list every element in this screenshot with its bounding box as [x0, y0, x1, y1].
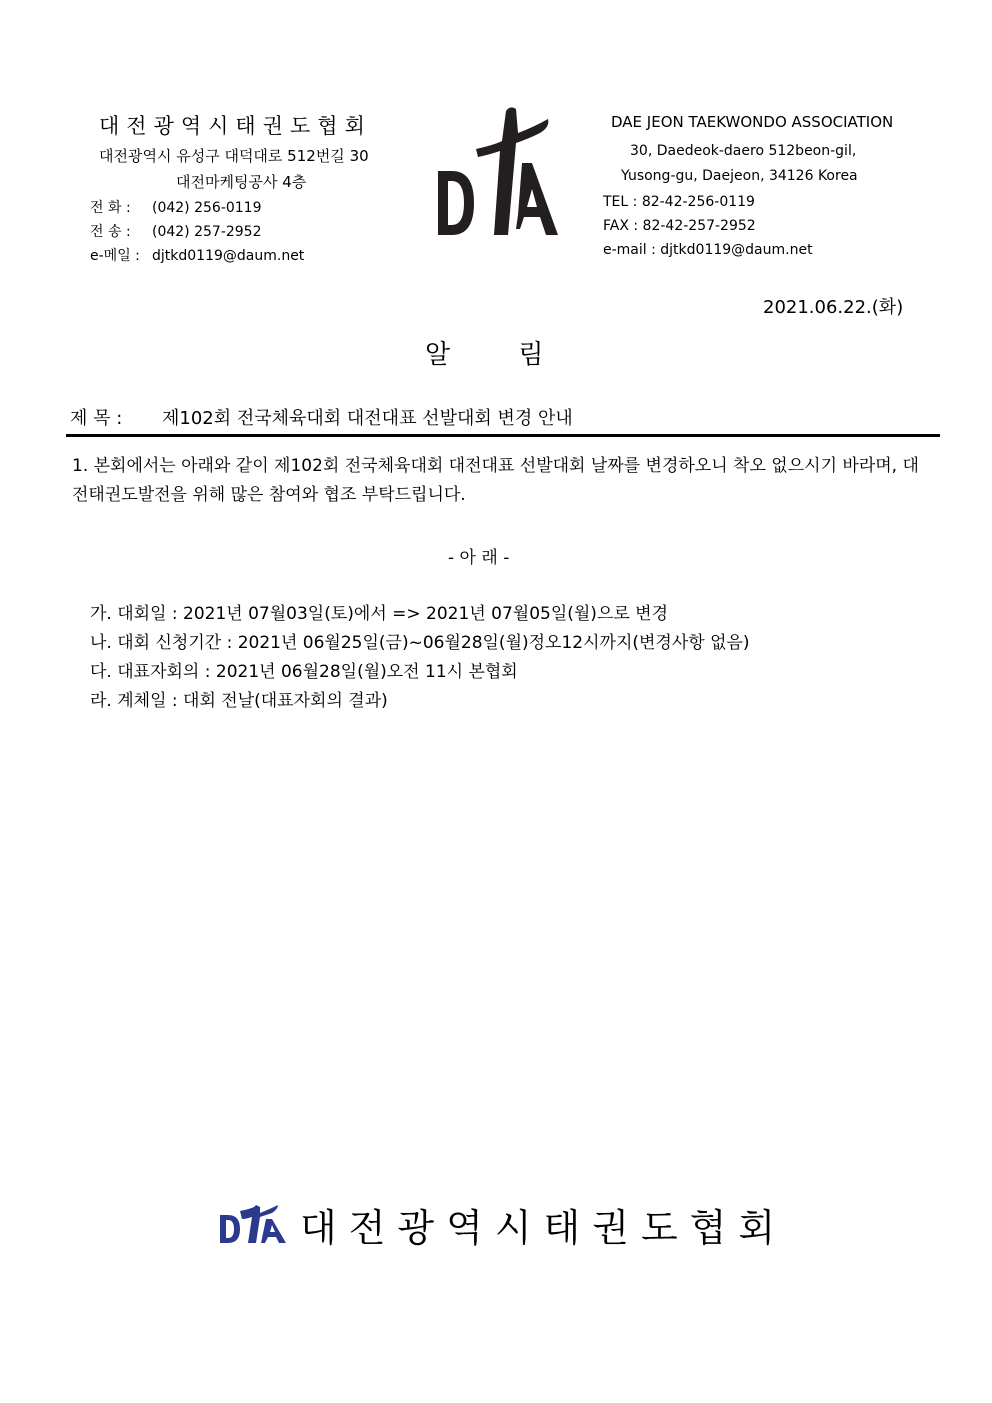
list-item: 라. 계체일 : 대회 전날(대표자회의 결과) [90, 691, 388, 711]
korean-org-name: 대전광역시태권도협회 [99, 114, 372, 138]
dta-footer-logo [220, 1205, 286, 1245]
korean-fax-label: 전 송 : [90, 224, 131, 240]
body-paragraph: 1. 본회에서는 아래와 같이 제102회 전국체육대회 대전대표 선발대회 날짜를 변경하오니 착오 없으시기 바라며, 대전태권도발전을 위해 많은 참여와 협조 부탁드립니다. [72, 456, 919, 505]
korean-address-line1: 대전광역시 유성구 대덕대로 512번길 30 [99, 147, 369, 165]
document-date: 2021.06.22.(화) [763, 297, 904, 318]
english-email: e-mail : djtkd0119@daum.net [603, 242, 813, 258]
korean-fax-value: (042) 257-2952 [152, 224, 262, 240]
list-item: 가. 대회일 : 2021년 07월03일(토)에서 => 2021년 07월05일(월)으로 변경 [90, 604, 669, 624]
korean-email-row [90, 245, 304, 265]
korean-tel-row [90, 197, 262, 217]
korean-tel-value: (042) 256-0119 [152, 200, 262, 216]
subject-label: 제 목 : [70, 408, 123, 429]
list-item: 나. 대회 신청기간 : 2021년 06월25일(금)~06월28일(월)정오12시까지(변경사항 없음) [90, 633, 750, 653]
list-item: 다. 대표자회의 : 2021년 06월28일(월)오전 11시 본협회 [90, 662, 518, 682]
korean-tel-label: 전 화 : [90, 200, 131, 216]
english-address-line1: 30, Daedeok-daero 512beon-gil, [630, 143, 857, 159]
english-fax: FAX : 82-42-257-2952 [603, 218, 756, 234]
below-marker: - 아 래 - [448, 548, 510, 568]
subject-text: 제102회 전국체육대회 대전대표 선발대회 변경 안내 [162, 408, 573, 429]
dta-logo [436, 105, 560, 239]
english-address-line2: Yusong-gu, Daejeon, 34126 Korea [621, 168, 858, 184]
subject-divider [66, 434, 940, 437]
notice-items [90, 601, 750, 717]
korean-email-value: djtkd0119@daum.net [152, 248, 305, 264]
document-title: 알 림 [425, 340, 544, 370]
english-org-name: DAE JEON TAEKWONDO ASSOCIATION [611, 113, 894, 131]
footer-org-name: 대전광역시태권도협회 [300, 1206, 788, 1250]
english-tel: TEL : 82-42-256-0119 [603, 194, 755, 210]
subject-line [70, 404, 573, 430]
korean-email-label: e-메일 : [90, 248, 140, 264]
korean-address-line2: 대전마케팅공사 4층 [176, 173, 307, 191]
korean-fax-row [90, 221, 262, 241]
